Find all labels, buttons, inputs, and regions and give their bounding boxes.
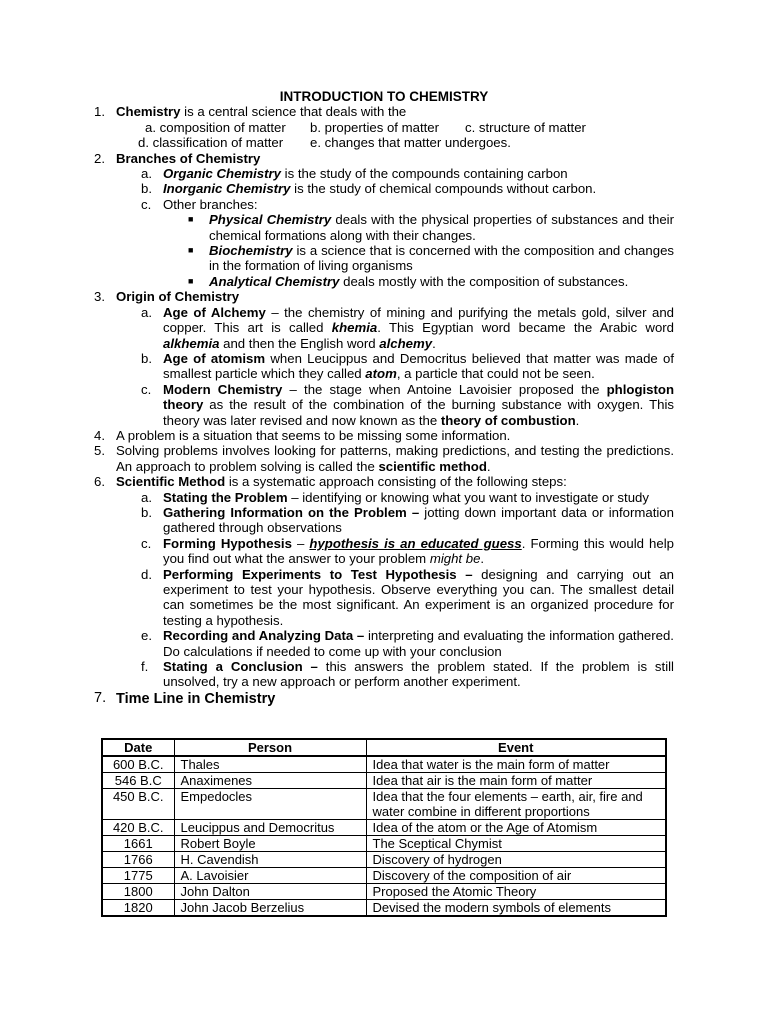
term-inorganic: Inorganic Chemistry <box>163 181 291 197</box>
step-text: . <box>480 551 485 567</box>
step-term: Stating the Problem <box>163 489 288 505</box>
item-number: 2. <box>94 150 105 166</box>
section-heading: Branches of Chemistry <box>116 150 261 166</box>
item-number: 6. <box>94 474 105 490</box>
bullet-text: deals with the physical properties of substances and their chemical formations along with their changes. <box>209 212 674 243</box>
sub-letter: a. <box>141 166 152 182</box>
sub-text: . <box>486 458 491 474</box>
cell-event: Devised the modern symbols of elements <box>366 900 666 917</box>
sub-item-c <box>94 382 674 428</box>
table-row <box>102 868 666 884</box>
step-term: Stating a Conclusion – <box>163 659 318 675</box>
bullet-item <box>94 212 674 243</box>
sub-item-a <box>94 166 674 181</box>
sub-text: . <box>432 335 436 351</box>
term-scientific-method: scientific method <box>378 458 487 474</box>
sub-text: – the chemistry of mining and purifying the metals gold, silver and copper. This art is called <box>163 304 675 336</box>
cell-date: 1820 <box>102 900 174 917</box>
step-text: interpreting and evaluating the information gathered. Do calculations if needed to come up with your conclusion <box>163 628 674 659</box>
cell-date: 1661 <box>102 836 174 852</box>
step-f <box>94 659 674 690</box>
sub-letter: c. <box>141 196 152 212</box>
sub-letter: a. <box>141 489 152 505</box>
term-organic: Organic Chemistry <box>163 166 281 182</box>
cell-date: 450 B.C. <box>102 789 174 820</box>
sub-letter: c. <box>141 381 152 397</box>
table-row <box>102 852 666 868</box>
section-1 <box>94 104 674 119</box>
cell-event: Proposed the Atomic Theory <box>366 884 666 900</box>
cell-event: Discovery of hydrogen <box>366 852 666 868</box>
step-b <box>94 505 674 536</box>
option-c: c. structure of matter <box>465 119 586 135</box>
sub-letter: f. <box>141 659 149 675</box>
step-text: this answers the problem stated. If the problem is still unsolved, try a new approach or perform another experiment. <box>163 659 674 690</box>
cell-date: 546 B.C <box>102 773 174 789</box>
term-alchemy: Age of Alchemy <box>163 304 266 320</box>
step-term: Performing Experiments to Test Hypothesis – <box>163 566 473 582</box>
table-row <box>102 789 666 820</box>
section-6 <box>94 474 674 489</box>
word-alchemy: alchemy <box>379 335 433 351</box>
cell-event: The Sceptical Chymist <box>366 836 666 852</box>
term-combustion: theory of combustion <box>440 412 576 428</box>
sub-item-b <box>94 181 674 196</box>
sub-item-c <box>94 197 674 212</box>
sub-text: . This Egyptian word became the Arabic word <box>377 320 675 336</box>
term-analytical: Analytical Chemistry <box>209 273 340 289</box>
sub-item-b <box>94 351 674 382</box>
step-text: jotting down important data or information gathered through observations <box>163 504 674 536</box>
cell-person: Empedocles <box>174 789 366 820</box>
term-chemistry: Chemistry <box>116 104 181 120</box>
bullet-icon: ■ <box>188 275 194 286</box>
section-3 <box>94 289 674 304</box>
term-modern: Modern Chemistry <box>163 381 283 397</box>
sub-text: as the result of the combination of the burning substance with oxygen. This theory was later revised and now known as the <box>163 397 674 428</box>
bullet-item <box>94 243 674 274</box>
matter-options <box>94 120 674 135</box>
section-4-text: A problem is a situation that seems to be missing some information. <box>116 427 511 443</box>
cell-event: Idea that the four elements – earth, air, fire and water combine in different proportions <box>366 789 666 820</box>
cell-person: Thales <box>174 756 366 773</box>
step-term: Gathering Information on the Problem – <box>163 504 420 520</box>
cell-person: A. Lavoisier <box>174 868 366 884</box>
bullet-text: deals mostly with the composition of substances. <box>339 273 629 289</box>
cell-date: 600 B.C. <box>102 756 174 773</box>
sub-text: Other branches: <box>163 196 258 212</box>
bullet-item <box>94 274 674 289</box>
option-a: a. composition of matter <box>145 119 286 135</box>
cell-event: Idea of the atom or the Age of Atomism <box>366 820 666 836</box>
column-header-person: Person <box>174 739 366 756</box>
step-term: Forming Hypothesis <box>163 535 292 551</box>
column-header-date: Date <box>102 739 174 756</box>
timeline-table <box>101 738 667 917</box>
step-e <box>94 628 674 659</box>
word-alkhemia: alkhemia <box>163 335 220 351</box>
step-text: designing and carrying out an experiment to test your hypothesis. Observe everything you can. The smallest detail can sometimes be the most significant. An experiment is an organized procedure for testing a hypothesis. <box>163 566 674 628</box>
sub-text: is the study of chemical compounds without carbon. <box>290 181 597 197</box>
sub-text: is the study of the compounds containing carbon <box>281 166 568 182</box>
table-row <box>102 884 666 900</box>
section-5 <box>94 443 674 474</box>
matter-options-2 <box>94 135 674 150</box>
cell-event: Idea that air is the main form of matter <box>366 773 666 789</box>
sub-text: , a particle that could not be seen. <box>396 366 595 382</box>
cell-person: Leucippus and Democritus <box>174 820 366 836</box>
table-row <box>102 836 666 852</box>
sub-text: – the stage when Antoine Lavoisier proposed the <box>282 381 607 397</box>
sub-text: when Leucippus and Democritus believed that matter was made of smallest particle which they called <box>163 350 674 382</box>
item-number: 7. <box>94 689 107 706</box>
option-d: d. classification of matter <box>138 135 284 151</box>
cell-event: Discovery of the composition of air <box>366 868 666 884</box>
sub-letter: a. <box>141 304 152 320</box>
sub-text: . <box>575 412 580 428</box>
item-number: 3. <box>94 289 105 305</box>
section-4 <box>94 428 674 443</box>
bullet-text: is a science that is concerned with the composition and changes in the formation of living organisms <box>209 243 674 274</box>
cell-person: H. Cavendish <box>174 852 366 868</box>
cell-person: John Jacob Berzelius <box>174 900 366 917</box>
section-6-text: is a systematic approach consisting of the following steps: <box>225 474 567 490</box>
sub-item-a <box>94 305 674 351</box>
section-heading: Origin of Chemistry <box>116 289 240 305</box>
bullet-icon: ■ <box>188 245 194 256</box>
item-number: 1. <box>94 104 105 120</box>
term-scientific-method: Scientific Method <box>116 474 226 490</box>
cell-person: John Dalton <box>174 884 366 900</box>
table-header-row <box>102 739 666 756</box>
option-e: e. changes that matter undergoes. <box>310 135 511 151</box>
cell-person: Anaximenes <box>174 773 366 789</box>
term-biochemistry: Biochemistry <box>209 243 293 259</box>
term-atomism: Age of atomism <box>163 350 266 366</box>
might-be-text: might be <box>429 551 481 567</box>
step-d <box>94 567 674 629</box>
item-number: 4. <box>94 427 105 443</box>
hypothesis-definition: hypothesis is an educated guess <box>309 535 522 551</box>
sub-letter: c. <box>141 535 152 551</box>
table-row <box>102 820 666 836</box>
sub-letter: d. <box>141 566 152 582</box>
cell-person: Robert Boyle <box>174 836 366 852</box>
table-row <box>102 900 666 917</box>
term-phlogiston: phlogiston theory <box>163 381 674 413</box>
step-term: Recording and Analyzing Data – <box>163 628 365 644</box>
step-text: – identifying or knowing what you want to investigate or study <box>287 489 649 505</box>
bullet-icon: ■ <box>188 214 194 225</box>
sub-letter: b. <box>141 504 152 520</box>
item-number: 5. <box>94 443 105 459</box>
cell-date: 1766 <box>102 852 174 868</box>
section-7 <box>94 691 674 707</box>
word-khemia: khemia <box>331 320 378 336</box>
column-header-event: Event <box>366 739 666 756</box>
sub-text: and then the English word <box>219 335 380 351</box>
sub-letter: b. <box>141 350 152 366</box>
document-page <box>94 89 674 707</box>
option-b: b. properties of matter <box>310 119 440 135</box>
cell-date: 1775 <box>102 868 174 884</box>
section-5-text: Solving problems involves looking for patterns, making predictions, and testing the predictions. An approach to problem solving is called the <box>116 443 674 474</box>
cell-date: 420 B.C. <box>102 820 174 836</box>
term-physical: Physical Chemistry <box>209 212 332 228</box>
step-a <box>94 490 674 505</box>
step-c <box>94 536 674 567</box>
step-text: – <box>291 535 310 551</box>
sub-letter: b. <box>141 181 152 197</box>
page-title: INTRODUCTION TO CHEMISTRY <box>279 89 489 104</box>
cell-date: 1800 <box>102 884 174 900</box>
cell-event: Idea that water is the main form of matter <box>366 756 666 773</box>
step-text: . Forming this would help you find out what the answer to your problem <box>163 535 674 567</box>
word-atom: atom <box>365 366 397 382</box>
table-row <box>102 773 666 789</box>
table-row <box>102 756 666 773</box>
section-2 <box>94 151 674 166</box>
section-heading: Time Line in Chemistry <box>116 690 276 707</box>
section-1-text: is a central science that deals with the <box>180 104 407 120</box>
sub-letter: e. <box>141 628 152 644</box>
